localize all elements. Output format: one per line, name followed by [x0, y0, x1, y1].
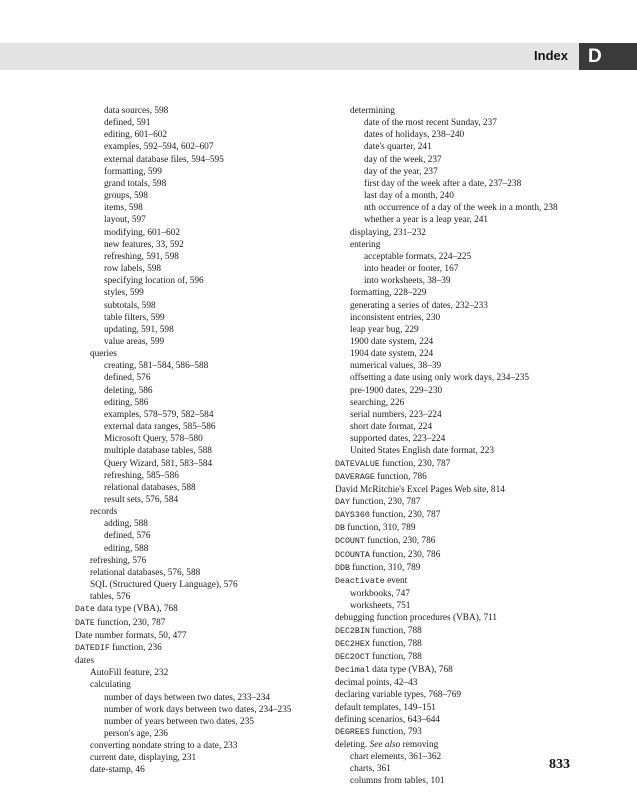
- index-entry-text: searching, 226: [350, 397, 405, 408]
- index-entry: [75, 704, 315, 716]
- index-entry-text: day of the week, 237: [364, 154, 442, 165]
- index-entry: [335, 263, 585, 275]
- index-entry-text: function, 230, 787: [369, 510, 441, 521]
- index-entry: [75, 617, 315, 630]
- index-entry: [335, 166, 585, 178]
- index-entry-text: formatting, 599: [104, 166, 162, 177]
- index-entry: [75, 567, 315, 579]
- index-entry-text: function, 236: [109, 642, 162, 653]
- index-entry-text: queries: [90, 349, 117, 360]
- index-entry: [75, 470, 315, 482]
- index-entry: [335, 726, 585, 739]
- index-term-code: Decimal: [335, 666, 370, 676]
- index-entry: [335, 612, 585, 624]
- index-entry: [335, 239, 585, 251]
- index-entry: [335, 409, 585, 421]
- index-term-code: DATE: [75, 618, 95, 628]
- index-entry: [335, 227, 585, 239]
- index-entry-text: short date format, 224: [350, 422, 433, 433]
- index-entry-text: relational databases, 576, 588: [90, 567, 201, 578]
- index-entry-text: function, 230, 786: [364, 536, 436, 547]
- index-entry-text: modifying, 601–602: [104, 227, 180, 238]
- index-entry-text: layout, 597: [104, 215, 146, 226]
- index-entry-text: current date, displaying, 231: [90, 753, 197, 764]
- index-entry: [75, 312, 315, 324]
- index-entry-text: deleting.: [335, 739, 370, 750]
- index-entry: [335, 702, 585, 714]
- index-entry-text: grand totals, 598: [104, 178, 167, 189]
- index-entry-text: number of days between two dates, 233–234: [104, 692, 271, 703]
- index-entry: [335, 251, 585, 263]
- index-entry-text: defining scenarios, 643–644: [335, 714, 441, 725]
- index-term-code: DEC2BIN: [335, 626, 370, 636]
- index-entry: [335, 535, 585, 548]
- index-entry-text: charts, 361: [350, 764, 391, 775]
- index-entry: [335, 421, 585, 433]
- index-entry: [335, 154, 585, 166]
- index-entry: [75, 482, 315, 494]
- index-entry-text: Query Wizard, 581, 583–584: [104, 458, 213, 469]
- index-entry: [335, 445, 585, 457]
- index-entry-text: United States English date format, 223: [350, 446, 495, 457]
- index-entry-text: adding, 588: [104, 519, 148, 530]
- index-entry: [75, 202, 315, 214]
- index-entry: [335, 385, 585, 397]
- index-entry-text: subtotals, 598: [104, 300, 156, 311]
- index-entry-text: into header or footer, 167: [364, 264, 459, 275]
- index-entry: [75, 642, 315, 655]
- index-entry: [335, 714, 585, 726]
- index-entry: [335, 496, 585, 509]
- index-entry: [75, 667, 315, 679]
- index-entry: [75, 251, 315, 263]
- index-entry-text: declaring variable types, 768–769: [335, 690, 461, 701]
- index-entry: [75, 178, 315, 190]
- index-entry: [335, 739, 585, 751]
- index-entry: [75, 679, 315, 691]
- see-also-target: removing: [400, 739, 439, 750]
- index-entry-text: items, 598: [104, 203, 143, 214]
- index-entry: [75, 530, 315, 542]
- index-entry-text: inconsistent entries, 230: [350, 312, 441, 323]
- index-entry: [75, 579, 315, 591]
- index-entry: [335, 117, 585, 129]
- index-entry-text: formatting, 228–229: [350, 288, 427, 299]
- index-entry: [75, 506, 315, 518]
- index-entry: [335, 178, 585, 190]
- index-entry-text: editing, 601–602: [104, 130, 168, 141]
- index-entry: [335, 336, 585, 348]
- index-entry: [75, 129, 315, 141]
- index-entry-text: workbooks, 747: [350, 589, 410, 600]
- index-entry-text: serial numbers, 223–224: [350, 409, 442, 420]
- index-entry-text: refreshing, 585–586: [104, 470, 179, 481]
- index-entry: [75, 409, 315, 421]
- index-entry-text: styles, 599: [104, 288, 144, 299]
- index-entry-text: first day of the week after a date, 237–238: [364, 178, 522, 189]
- index-entry-text: external data ranges, 585–586: [104, 422, 216, 433]
- see-also-label: See also: [369, 739, 401, 750]
- index-entry: [75, 348, 315, 360]
- index-entry-text: debugging function procedures (VBA), 711: [335, 613, 498, 624]
- index-entry-text: row labels, 598: [104, 264, 162, 275]
- index-entry-text: decimal points, 42–43: [335, 678, 418, 689]
- index-entry-text: columns from tables, 101: [350, 776, 445, 787]
- index-entry: [75, 692, 315, 704]
- index-entry-text: date's quarter, 241: [364, 142, 432, 153]
- index-entry: [335, 312, 585, 324]
- index-entry-text: relational databases, 588: [104, 482, 196, 493]
- index-entry-text: David McRitchie's Excel Pages Web site, 814: [335, 484, 505, 495]
- index-entry: [75, 141, 315, 153]
- index-entry-text: editing, 586: [104, 397, 149, 408]
- index-term-code: DAY: [335, 498, 350, 507]
- index-entry: [335, 522, 585, 535]
- index-entry: [335, 751, 585, 763]
- index-entry-text: refreshing, 576: [90, 555, 147, 566]
- index-entry: [75, 591, 315, 603]
- index-entry-text: function, 230, 787: [349, 497, 421, 507]
- index-entry: [335, 397, 585, 409]
- index-entry-text: table filters, 599: [104, 312, 165, 323]
- index-entry-text: data type (VBA), 768: [369, 665, 453, 676]
- index-entry: [75, 740, 315, 752]
- index-entry-text: number of years between two dates, 235: [104, 716, 254, 727]
- index-entry: [335, 360, 585, 372]
- index-entry-text: SQL (Structured Query Language), 576: [90, 580, 238, 591]
- index-entry-text: refreshing, 591, 598: [104, 251, 179, 262]
- index-entry-text: displaying, 231–232: [350, 227, 426, 238]
- index-entry: [75, 603, 315, 616]
- index-entry: [75, 421, 315, 433]
- index-entry-text: updating, 591, 598: [104, 324, 174, 335]
- index-term-code: DAVERAGE: [335, 472, 375, 482]
- index-entry: [75, 117, 315, 129]
- index-entry: [335, 324, 585, 336]
- index-entry: [335, 484, 585, 496]
- index-entry: [75, 764, 315, 776]
- index-entry: [75, 227, 315, 239]
- index-entry: [335, 214, 585, 226]
- index-entry: [75, 190, 315, 202]
- index-entry: [335, 471, 585, 484]
- index-entry-text: chart elements, 361–362: [350, 752, 442, 763]
- index-entry: [335, 625, 585, 638]
- index-entry-text: AutoFill feature, 232: [90, 668, 169, 679]
- index-entry-text: function, 230, 787: [94, 617, 166, 628]
- index-entry-text: calculating: [90, 680, 131, 691]
- index-entry: [335, 433, 585, 445]
- index-entry: [75, 518, 315, 530]
- index-entry-text: supported dates, 223–224: [350, 434, 446, 445]
- index-entry: [75, 263, 315, 275]
- index-entry-text: default templates, 149–151: [335, 702, 436, 713]
- index-entry: [75, 372, 315, 384]
- index-entry: [335, 105, 585, 117]
- index-entry: [335, 129, 585, 141]
- index-entry-text: function, 230, 787: [379, 458, 451, 469]
- index-entry-text: converting nondate string to a date, 233: [90, 741, 238, 752]
- index-entry-text: number of work days between two dates, 234–235: [104, 704, 292, 715]
- index-entry-text: dates of holidays, 238–240: [364, 130, 465, 141]
- index-entry-text: person's age, 236: [104, 728, 168, 739]
- running-header-title: Index: [534, 48, 568, 63]
- index-entry: [335, 202, 585, 214]
- index-entry-text: new features, 33, 592: [104, 239, 184, 250]
- index-entry: [335, 141, 585, 153]
- index-entry: [75, 239, 315, 251]
- index-entry: [75, 555, 315, 567]
- index-entry: [75, 433, 315, 445]
- index-entry-text: function, 786: [374, 471, 427, 482]
- index-term-code: DCOUNTA: [335, 550, 370, 560]
- index-entry-text: editing, 588: [104, 543, 149, 554]
- index-entry-text: result sets, 576, 584: [104, 495, 179, 505]
- index-entry: [75, 752, 315, 764]
- index-entry-text: examples, 592–594, 602–607: [104, 142, 214, 153]
- index-entry: [75, 336, 315, 348]
- index-entry-text: Microsoft Query, 578–580: [104, 434, 203, 445]
- index-entry-text: 1900 date system, 224: [350, 336, 434, 347]
- index-entry-text: nth occurrence of a day of the week in a month, 238: [364, 203, 558, 214]
- index-entry-text: examples, 578–579, 582–584: [104, 409, 214, 420]
- index-entry-text: tables, 576: [90, 592, 131, 603]
- index-entry-text: entering: [350, 239, 381, 250]
- index-entry: [75, 458, 315, 470]
- index-entry-text: function, 230, 786: [369, 549, 441, 560]
- index-entry-text: leap year bug, 229: [350, 324, 419, 335]
- index-entry-text: acceptable formats, 224–225: [364, 251, 472, 262]
- index-entry: [335, 763, 585, 775]
- index-entry: [75, 275, 315, 287]
- index-entry-text: defined, 591: [104, 118, 151, 129]
- index-entry-text: numerical values, 38–39: [350, 361, 442, 372]
- index-entry: [335, 677, 585, 689]
- index-entry: [75, 105, 315, 117]
- index-entry: [335, 458, 585, 471]
- index-entry-text: data type (VBA), 768: [94, 604, 178, 615]
- index-entry: [75, 324, 315, 336]
- index-entry: [75, 214, 315, 226]
- index-entry: [75, 728, 315, 740]
- index-entry: [75, 360, 315, 372]
- index-entry: [75, 445, 315, 457]
- index-entry-text: dates: [75, 656, 95, 667]
- index-entry-text: function, 793: [369, 726, 422, 737]
- index-term-code: Date: [75, 605, 95, 615]
- index-entry: [335, 600, 585, 612]
- index-entry-text: groups, 598: [104, 191, 148, 202]
- index-entry-text: pre-1900 dates, 229–230: [350, 385, 443, 396]
- index-entry-text: defined, 576: [104, 373, 151, 384]
- index-entry: [75, 630, 315, 642]
- index-entry-text: 1904 date system, 224: [350, 349, 434, 360]
- index-entry-text: into worksheets, 38–39: [364, 276, 451, 287]
- index-term-code: DEGREES: [335, 727, 370, 737]
- index-entry: [335, 372, 585, 384]
- index-entry-text: data sources, 598: [104, 106, 169, 116]
- index-entry: [75, 655, 315, 667]
- index-term-code: DDB: [335, 563, 350, 573]
- index-entry-text: specifying location of, 596: [104, 276, 204, 287]
- index-entry-text: worksheets, 751: [350, 601, 411, 612]
- index-entry-text: date-stamp, 46: [90, 765, 145, 776]
- index-entry-text: records: [90, 507, 118, 518]
- index-entry-text: external database files, 594–595: [104, 154, 224, 165]
- index-entry: [75, 300, 315, 312]
- index-term-code: DB: [335, 524, 345, 534]
- index-entry: [75, 154, 315, 166]
- index-entry: [335, 638, 585, 651]
- index-term-code: DEC2HEX: [335, 639, 370, 649]
- index-entry-text: defined, 576: [104, 531, 151, 542]
- index-entry-text: event: [384, 575, 408, 586]
- index-entry: [335, 287, 585, 299]
- page-number: 833: [549, 757, 570, 772]
- index-entry-text: function, 788: [369, 625, 422, 636]
- index-term-code: DAYS360: [335, 511, 370, 521]
- index-entry: [75, 287, 315, 299]
- index-entry: [75, 716, 315, 728]
- index-entry: [335, 651, 585, 664]
- index-entry: [75, 494, 315, 506]
- index-entry: [335, 562, 585, 575]
- index-entry: [75, 166, 315, 178]
- index-entry-text: function, 310, 789: [344, 523, 416, 534]
- index-term-code: Deactivate: [335, 576, 385, 586]
- index-entry-text: function, 788: [369, 638, 422, 649]
- index-term-code: DATEVALUE: [335, 459, 380, 469]
- index-entry-text: determining: [350, 106, 395, 116]
- index-term-code: DCOUNT: [335, 537, 365, 547]
- index-entry: [335, 300, 585, 312]
- index-entry: [335, 549, 585, 562]
- index-entry-text: value areas, 599: [104, 336, 165, 347]
- index-entry-text: generating a series of dates, 232–233: [350, 300, 488, 311]
- index-column-left: [75, 105, 315, 777]
- index-entry-text: creating, 581–584, 586–588: [104, 361, 209, 372]
- index-entry-text: day of the year, 237: [364, 166, 438, 177]
- index-entry: [335, 190, 585, 202]
- index-entry-text: last day of a month, 240: [364, 191, 454, 202]
- index-entry: [335, 509, 585, 522]
- index-entry: [75, 385, 315, 397]
- index-entry-text: date of the most recent Sunday, 237: [364, 118, 497, 129]
- index-term-code: DATEDIF: [75, 643, 110, 653]
- index-entry-text: whether a year is a leap year, 241: [364, 215, 489, 226]
- index-column-right: [335, 105, 585, 788]
- index-entry: [75, 543, 315, 555]
- index-entry-text: function, 310, 789: [349, 562, 421, 573]
- index-entry: [335, 689, 585, 701]
- index-entry: [335, 348, 585, 360]
- index-entry: [75, 397, 315, 409]
- index-entry: [335, 275, 585, 287]
- index-entry-text: multiple database tables, 588: [104, 446, 212, 457]
- index-entry: [335, 588, 585, 600]
- index-entry-text: offsetting a date using only work days, 234–235: [350, 373, 530, 384]
- index-term-code: DEC2OCT: [335, 652, 370, 662]
- index-entry-text: function, 788: [369, 651, 422, 662]
- index-entry: [335, 775, 585, 787]
- index-entry-text: deleting, 586: [104, 385, 153, 396]
- index-entry: [335, 575, 585, 588]
- chapter-tab: D: [579, 43, 637, 70]
- index-entry: [335, 664, 585, 677]
- index-entry-text: Date number formats, 50, 477: [75, 630, 187, 641]
